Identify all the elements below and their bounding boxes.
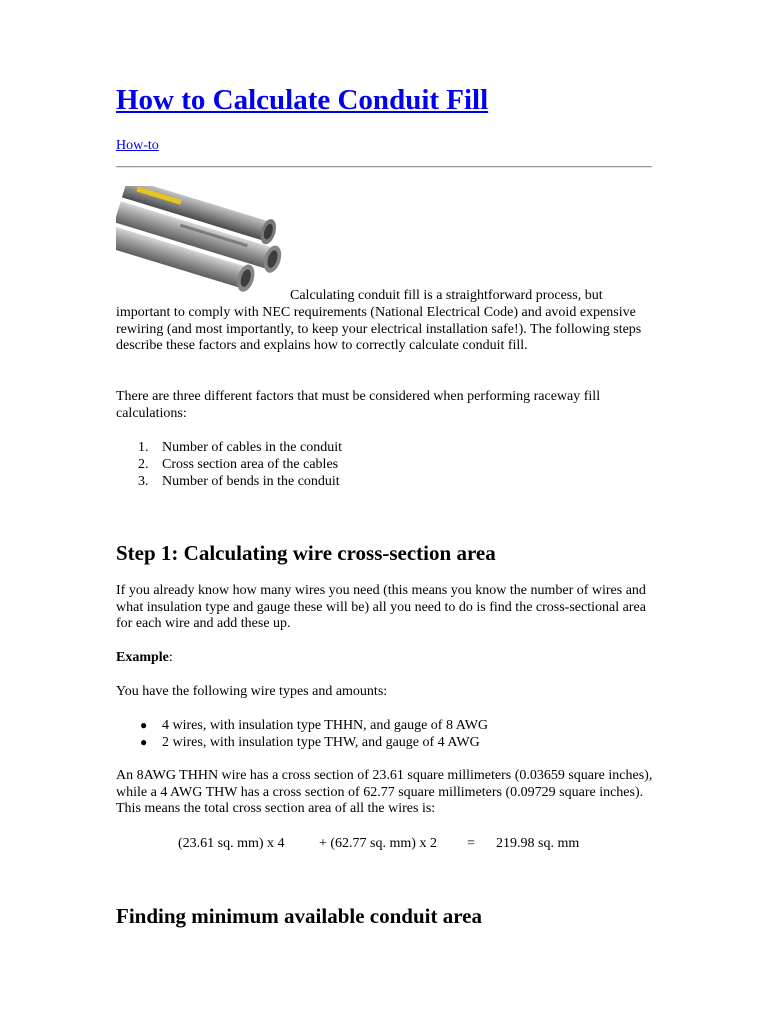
list-item: 2. Cross section area of the cables <box>138 457 339 472</box>
intro-first-line: Calculating conduit fill is a straightforward process, but <box>290 288 603 303</box>
list-item: ● 2 wires, with insulation type THW, and gauge of 4 AWG <box>140 735 480 750</box>
equation-equals: = <box>467 836 475 851</box>
list-item: 1. Number of cables in the conduit <box>138 440 343 455</box>
factors-list <box>116 439 342 490</box>
list-item: 3. Number of bends in the conduit <box>138 474 340 489</box>
conduit-pipes-image <box>116 186 294 302</box>
list-item: ● 4 wires, with insulation type THHN, and gauge of 8 AWG <box>140 718 489 733</box>
wires-list <box>116 717 488 751</box>
page-title[interactable]: How to Calculate Conduit Fill <box>116 84 489 116</box>
divider <box>116 166 652 168</box>
step1-heading: Step 1: Calculating wire cross-section area <box>116 541 496 565</box>
example-label: Example: <box>116 650 173 665</box>
section2-heading: Finding minimum available conduit area <box>116 904 482 928</box>
step1-paragraph: If you already know how many wires you need (this means you know the number of wires and what insulation type and gauge these will be) all you need to do is find the cross-sectional area for each wire and add these up. <box>116 583 646 632</box>
intro-paragraph: important to comply with NEC requirements (National Electrical Code) and avoid expensive rewiring (and most importantly, to keep your electrical installation safe!). The following steps describe these factors and explains how to correctly calculate conduit fill. <box>116 305 642 354</box>
equation-result: 219.98 sq. mm <box>496 836 580 851</box>
factors-intro: There are three different factors that must be considered when performing raceway fill calculations: <box>116 389 601 421</box>
equation-term-1: (23.61 sq. mm) x 4 <box>178 836 285 851</box>
calculation-paragraph: An 8AWG THHN wire has a cross section of 23.61 square millimeters (0.03659 square inches), while a 4 AWG THW has a cross section of 62.77 square millimeters (0.09729 square inches). This means the total cross section area of all the wires is: <box>116 768 653 817</box>
category-link[interactable]: How-to <box>116 138 159 153</box>
equation-term-2: + (62.77 sq. mm) x 2 <box>319 836 437 851</box>
wire-types-intro: You have the following wire types and amounts: <box>116 684 388 699</box>
